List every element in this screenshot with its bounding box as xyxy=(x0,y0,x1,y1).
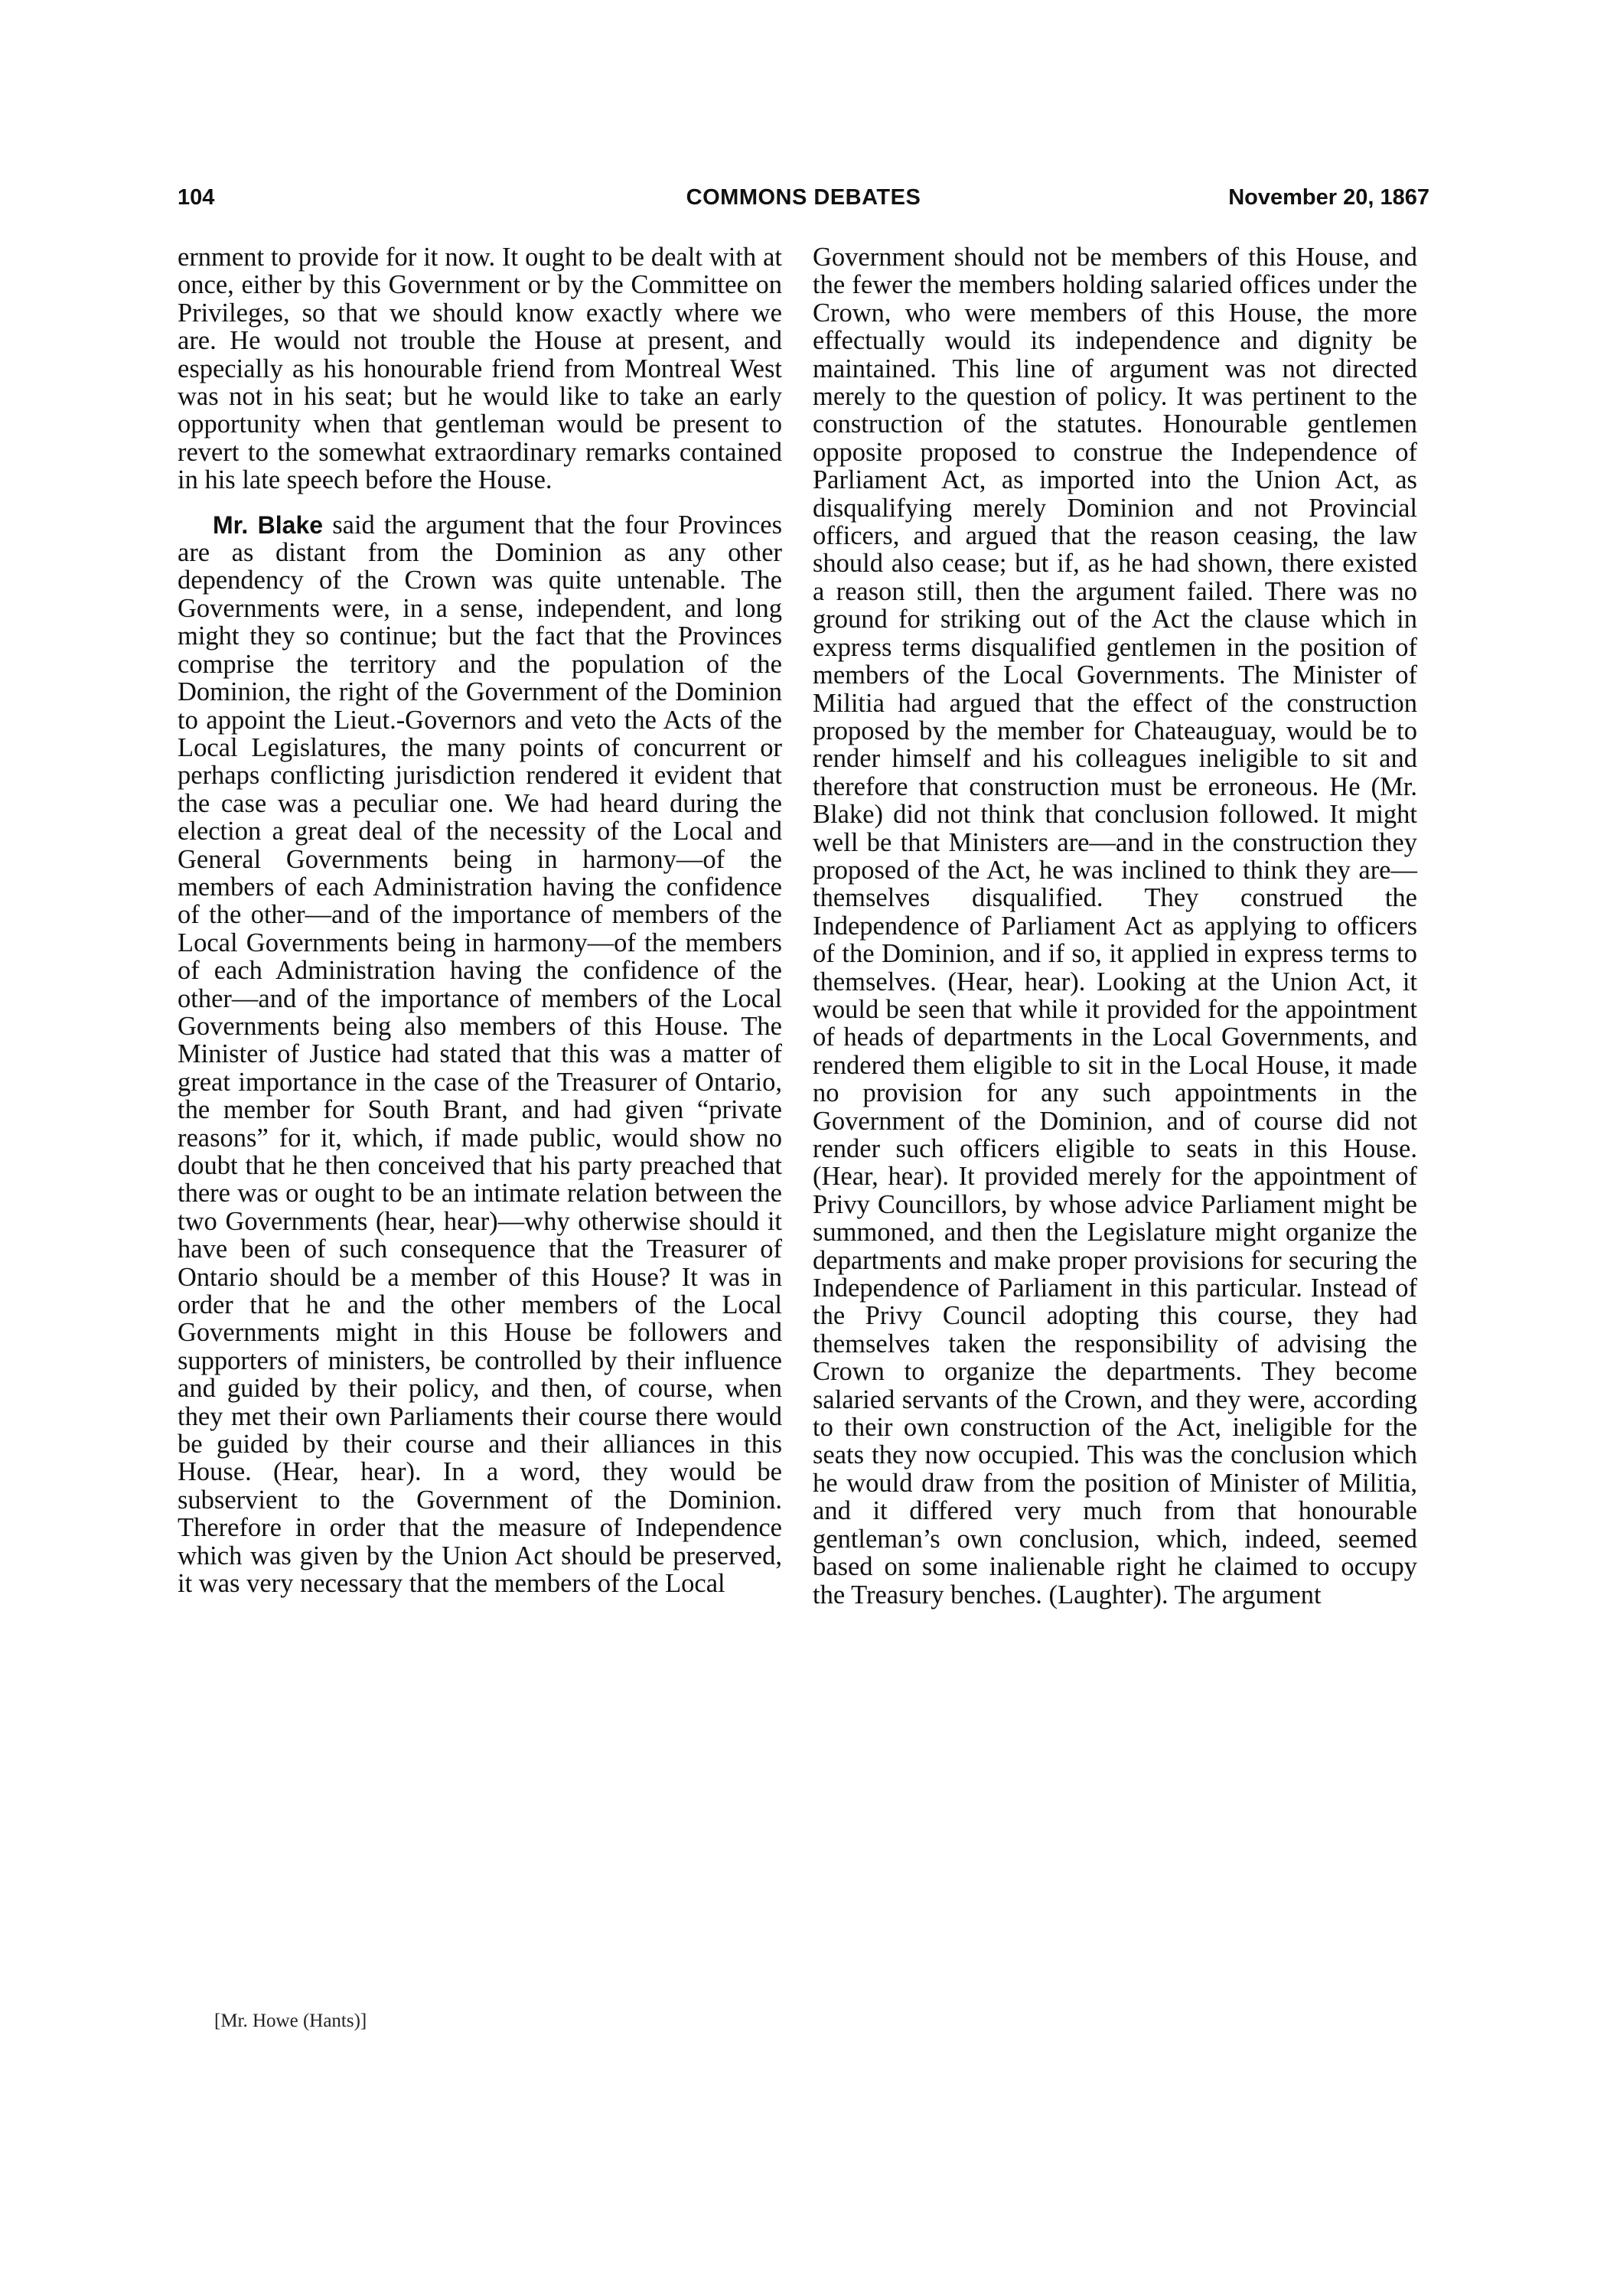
left-column xyxy=(178,243,782,1598)
paragraph-text: said the argument that the four Provinces are as distant from the Dominion as any other dependency of the Crown was quite untenable. The Governments were, in a sense, independent, and long might they so continue; but the fact that the Provinces comprise the territory and the population of the Dominion, the right of the Government of the Dominion to appoint the Lieut.-Governors and veto the Acts of the Local Legislatures, the many points of concurrent or perhaps conflicting jurisdiction rendered it evident that the case was a peculiar one. We had heard during the election a great deal of the necessity of the Local and General Governments being in harmony—of the members of each Administration having the confidence of the other—and of the importance of members of the Local Governments being in harmony—of the members of each Administration having the confidence of the other—and of the importance of members of the Local Governments being also members of this House. The Minister of Justice had stated that this was a matter of great importance in the case of the Treasurer of Ontario, the member for South Brant, and had given “private reasons” for it, which, if made public, would show no doubt that he then conceived that his party preached that there was or ought to be an intimate relation between the two Governments (hear, hear)—why otherwise should it have been of such consequence that the Treasurer of Ontario should be a member of this House? It was in order that he and the other members of the Local Governments might in this House be followers and supporters of ministers, be controlled by their influence and guided by their policy, and then, of course, when they met their own Parliaments their course there would be guided by their course and their alliances in this House. (Hear, hear). In a word, they would be subservient to the Government of the Dominion. Therefore in order that the measure of Independence which was given by the Union Act should be preserved, it was very necessary that the members of the Local xyxy=(178,510,783,1599)
paragraph-text: Government should not be members of this House, and the fewer the members holding salaried offices under the Crown, who were members of this House, the more effectually would its independence and dignity be maintained. This line of argument was not directed merely to the question of policy. It was pertinent to the construction of the statutes. Honourable gentlemen opposite proposed to construe the Independence of Parliament Act, as imported into the Union Act, as disqualifying merely Dominion and not Provincial officers, and argued that the reason ceasing, the law should also cease; but if, as he had shown, there existed a reason still, then the argument failed. There was no ground for striking out of the Act the clause which in express terms disqualified gentlemen in the position of members of the Local Governments. The Minister of Militia had argued that the effect of the construction proposed by the member for Chateauguay, would be to render himself and his colleagues ineligible to sit and therefore that construction must be erroneous. He (Mr. Blake) did not think that conclusion followed. It might well be that Ministers are—and in the construction they proposed of the Act, he was inclined to think they are—themselves disqualified. They construed the Independence of Parliament Act as applying to officers of the Dominion, and if so, it applied in express terms to themselves. (Hear, hear). Looking at the Union Act, it would be seen that while it provided for the appointment of heads of departments in the Local Governments, and rendered them eligible to sit in the Local House, it made no provision for any such appointments in the Government of the Dominion, and of course did not render such officers eligible to seats in this House. (Hear, hear). It provided merely for the appointment of Privy Councillors, by whose advice Parliament might be summoned, and then the Legislature might organize the departments and make proper provisions for securing the Independence of Parliament in this particular. Instead of the Privy Council adopting this course, they had themselves taken the responsibility of advising the Crown to organize the departments. They become salaried servants of the Crown, and they were, according to their own construction of the Act, ineligible for the seats they now occupied. This was the conclusion which he would draw from the position of Minister of Militia, and it differed very much from that honourable gentleman’s own conclusion, which, indeed, seemed based on some inalienable right he claimed to occupy the Treasury benches. (Laughter). The argument xyxy=(813,243,1417,1609)
page-number: 104 xyxy=(178,185,215,210)
speaker-footnote: [Mr. Howe (Hants)] xyxy=(214,2011,367,2031)
running-header xyxy=(178,182,1429,213)
left-paragraph-continuation xyxy=(178,243,782,494)
right-column xyxy=(813,243,1417,1609)
journal-title: COMMONS DEBATES xyxy=(686,185,921,210)
header-date: November 20, 1867 xyxy=(1228,185,1429,210)
right-paragraph-continuation xyxy=(813,243,1417,1609)
paragraph-text: ernment to provide for it now. It ought to be dealt with at once, either by this Government or by the Committee on Privileges, so that we should know exactly where we are. He would not trouble the House at present, and especially as his honourable friend from Montreal West was not in his seat; but he would like to take an early opportunity when that gentleman would be present to revert to the somewhat extraordinary remarks contained in his late speech before the House. xyxy=(178,243,782,495)
left-paragraph-blake xyxy=(178,511,782,1598)
speaker-name: Mr. Blake xyxy=(213,510,324,539)
